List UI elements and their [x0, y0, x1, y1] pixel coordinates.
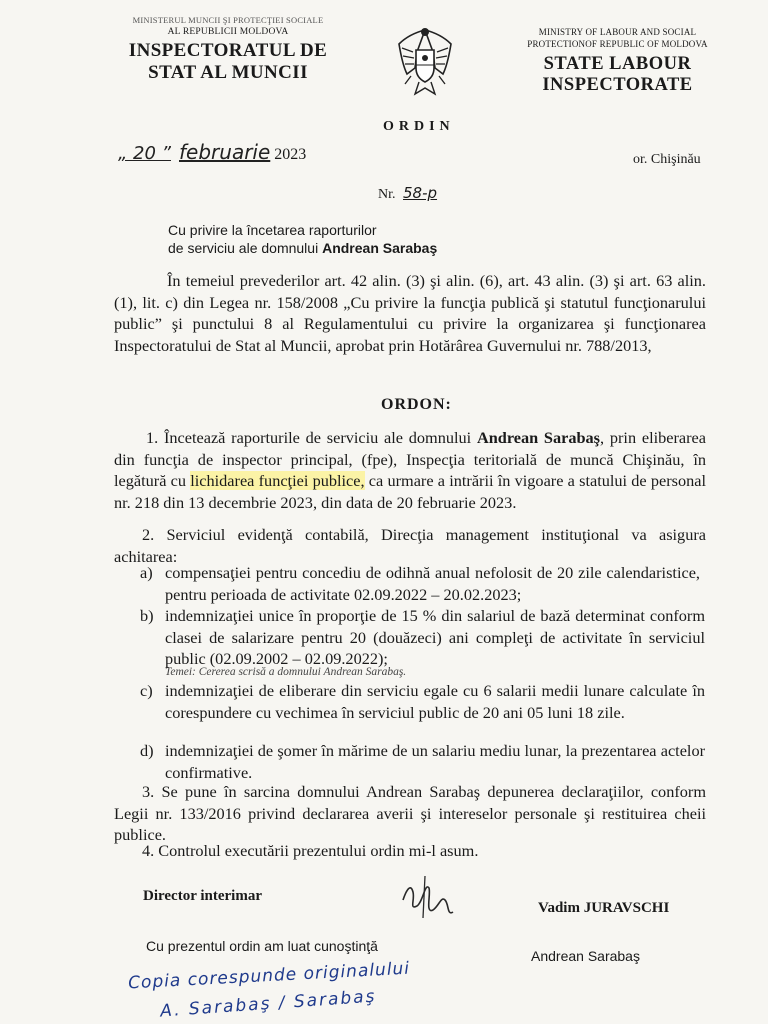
signature-name: Vadim JURAVSCHI: [538, 900, 670, 916]
handwritten-note-line1: Copia corespunde originalului: [127, 958, 411, 994]
acknowledgment-text: Cu prezentul ordin am luat cunoştinţă: [146, 938, 378, 954]
handwritten-signature: [395, 870, 465, 922]
order-number: [378, 184, 437, 203]
right-title-line2: INSPECTORATE: [542, 75, 693, 95]
coat-of-arms-icon: [393, 22, 457, 100]
order-title: ORDIN: [383, 119, 455, 134]
item-b-note: Temei: Cererea scrisă a domnului Andrean Sarabaş.: [165, 666, 407, 678]
city: or. Chişinău: [633, 152, 701, 167]
item-d: d) indemnizaţiei de şomer în mărime de un salariu mediu lunar, la prezentarea actelor confirmative.: [140, 741, 705, 782]
subject-line1: Cu privire la încetarea raporturilor: [168, 222, 377, 238]
subject-name: Andrean Sarabaş: [322, 240, 438, 256]
point-2: 2. Serviciul evidenţă contabilă, Direcţia management instituţional va asigura achitarea:: [114, 525, 706, 566]
number-prefix: Nr.: [378, 187, 396, 202]
point-4: 4. Controlul executării prezentului ordin mi-l asum.: [142, 841, 479, 860]
item-b: b) indemnizaţiei unice în proporţie de 15 % din salariul de bază determinat conform clasei de salarizare pentru 20 (douăzeci) ani compleţi de activitate în serviciul public (02.09.2002 – 02.09.2022);: [140, 606, 705, 668]
highlighted-text: lichidarea funcţiei publice,: [190, 471, 365, 490]
point-3: 3. Se pune în sarcina domnului Andrean Sarabaş depunerea declaraţiilor, conform Legii nr. 133/2016 privind declararea averii şi intereselor personale şi restituirea cheii publice.: [114, 782, 706, 844]
left-ministry-line1: MINISTERUL MUNCII ŞI PROTECŢIEI SOCIALE: [132, 15, 324, 25]
right-title-line1: STATE LABOUR: [543, 54, 692, 74]
subject-line2: de serviciu ale domnului Andrean Sarabaş: [168, 240, 438, 256]
preamble: În temeiul prevederilor art. 42 alin. (3) şi alin. (6), art. 43 alin. (3) şi art. 63 alin. (1), lit. c) din Legea nr. 158/2008 „Cu privire la funcţia publică şi statutul funcţionarului public” şi punctului 8 al Regulamentului cu privire la organizarea şi funcţionarea Inspectoratului de Stat al Muncii, aprobat prin Hotărârea Guvernului nr. 788/2013,: [114, 271, 706, 355]
point-1-name: Andrean Sarabaş: [476, 428, 601, 447]
item-a: a) compensaţiei pentru concediu de odihnă anual nefolosit de 20 zile calendaristice, pentru perioada de activitate 02.09.2022 – 20.02.2023;: [140, 563, 700, 604]
right-ministry-line2: PROTECTIONOF REPUBLIC OF MOLDOVA: [527, 39, 708, 49]
header-left: [88, 14, 368, 84]
handwritten-note-line2: A. Sarabaş / Sarabaş: [159, 986, 378, 1022]
acknowledgment-name: Andrean Sarabaş: [531, 948, 640, 964]
right-ministry-line1: MINISTRY OF LABOUR AND SOCIAL: [538, 27, 697, 37]
header-right: [505, 26, 730, 96]
left-title-line1: INSPECTORATUL DE: [128, 40, 328, 61]
date-month: februarie: [179, 140, 271, 164]
item-c: c) indemnizaţiei de eliberare din serviciu egale cu 6 salarii medii lunare calculate în corespundere cu vechimea în serviciul public de 20 ani 05 luni 18 zile.: [140, 681, 705, 722]
left-title-line2: STAT AL MUNCII: [148, 62, 308, 83]
order-date: [118, 140, 306, 164]
point-1: 1. Încetează raporturile de serviciu ale domnului Andrean Sarabaş, prin eliberarea din funcţia de inspector principal, (fpe), Inspecţia teritorială de muncă Chişinău, în legătură cu lichidarea funcţiei publice, ca urmare a intrării în vigoare a statului de personal nr. 218 din 13 decembrie 2023, din data de 20 februarie 2023.: [114, 428, 707, 512]
date-year: 2023: [274, 146, 307, 163]
date-day: „ 20 ”: [118, 143, 171, 164]
left-ministry-line2: AL REPUBLICII MOLDOVA: [167, 27, 289, 37]
order-subject: [168, 221, 437, 257]
ordon-title: ORDON:: [381, 396, 452, 413]
signature-role: Director interimar: [143, 888, 262, 904]
number-value: 58-p: [403, 184, 438, 202]
